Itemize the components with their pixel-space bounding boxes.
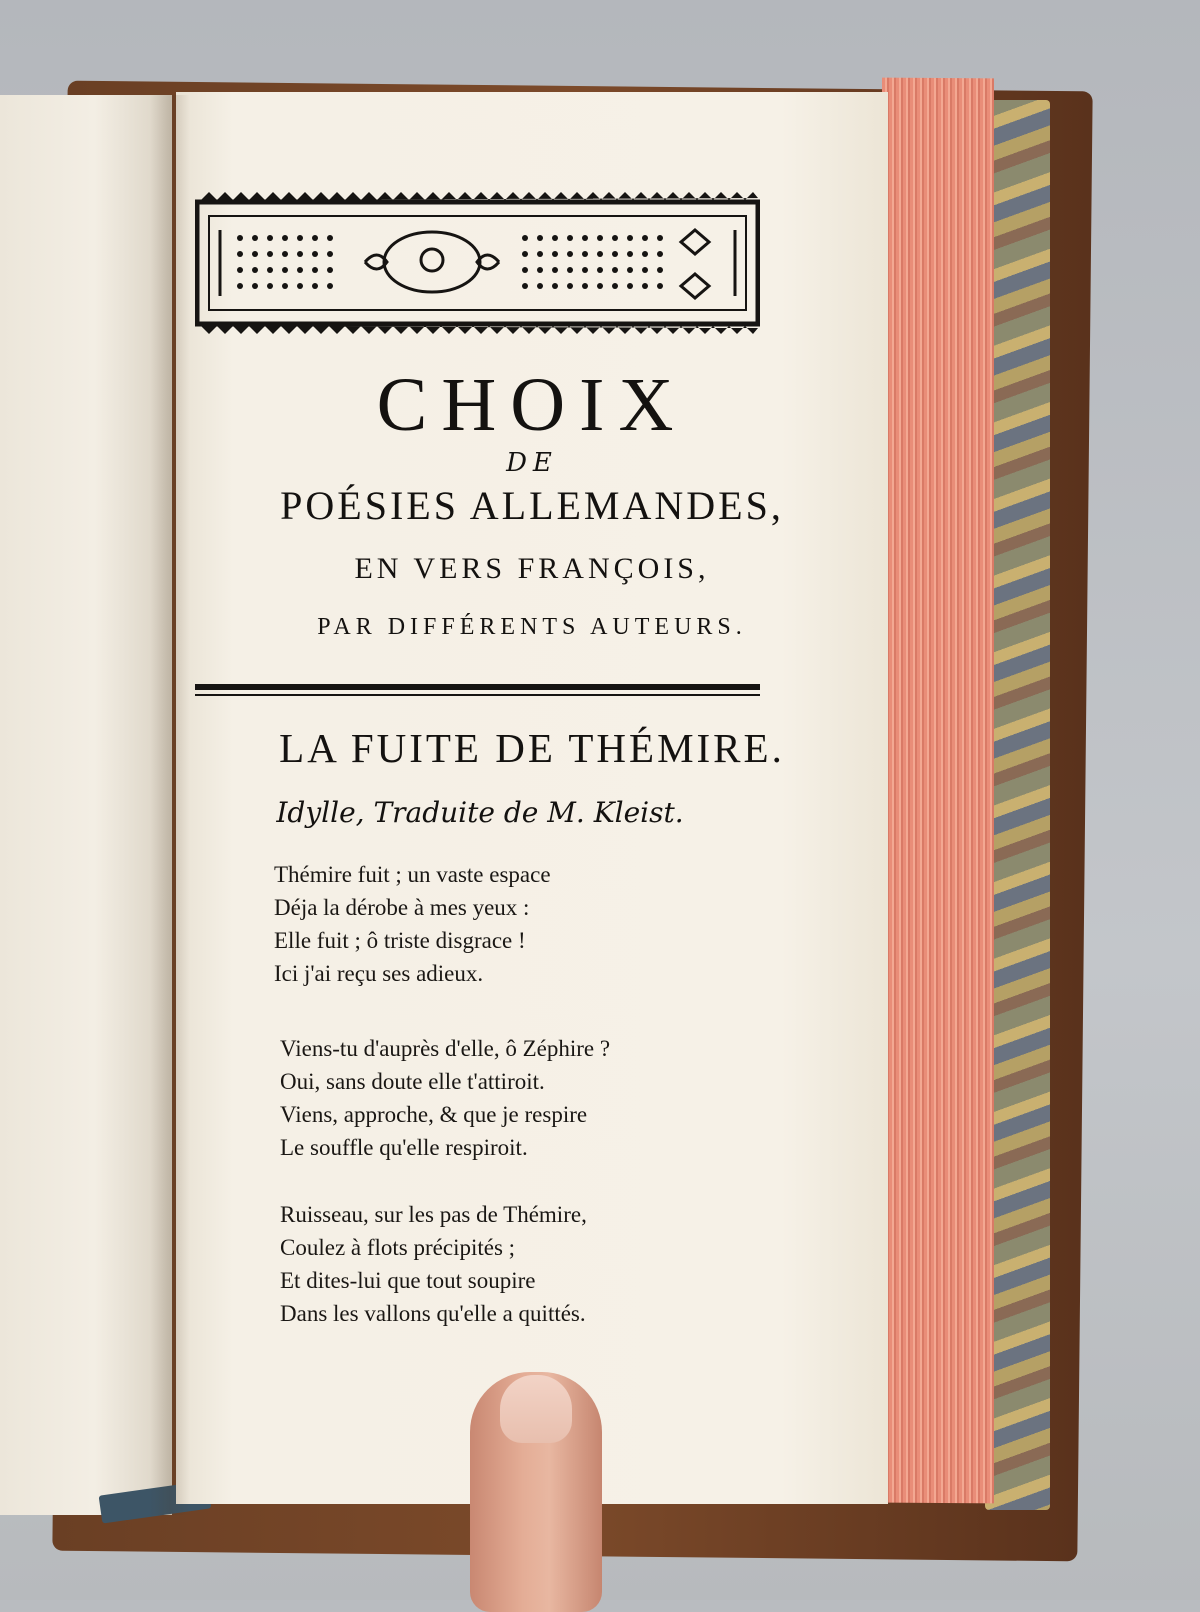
verse-line: Déja la dérobe à mes yeux :	[274, 895, 530, 920]
verse-line: Et dites-lui que tout soupire	[280, 1268, 536, 1293]
verse-line: Oui, sans doute elle t'attiroit.	[280, 1069, 545, 1094]
verse-line: Thémire fuit ; un vaste espace	[274, 862, 551, 887]
book-title: CHOIX	[376, 363, 688, 447]
marbled-endpaper	[985, 100, 1050, 1510]
poem-title: LA FUITE DE THÉMIRE.	[279, 725, 785, 771]
title-auteurs: PAR DIFFÉRENTS AUTEURS.	[317, 614, 747, 640]
verse-line: Elle fuit ; ô triste disgrace !	[274, 928, 526, 953]
red-page-edges	[882, 78, 994, 1504]
title-poesies: POÉSIES ALLEMANDES,	[280, 483, 784, 528]
title-de: DE	[506, 448, 558, 478]
stanza-2	[274, 1032, 714, 1164]
verse-line: Coulez à flots précipités ;	[280, 1235, 516, 1260]
floral-ornament-banner-icon	[195, 190, 760, 335]
poem-subtitle: Idylle, Traduite de M. Kleist.	[276, 796, 684, 829]
thick-rule	[195, 684, 760, 690]
verse-line: Viens, approche, & que je respire	[280, 1102, 588, 1127]
thumbnail	[500, 1375, 572, 1443]
book-gutter	[150, 95, 190, 1515]
verse-line: Le souffle qu'elle respiroit.	[280, 1135, 528, 1160]
title-vers: EN VERS FRANÇOIS,	[354, 552, 710, 585]
verse-line: Viens-tu d'auprès d'elle, ô Zéphire ?	[280, 1036, 611, 1061]
verse-line: Ici j'ai reçu ses adieux.	[274, 961, 484, 986]
left-page	[0, 95, 172, 1515]
stanza-3	[274, 1198, 714, 1330]
verse-line: Ruisseau, sur les pas de Thémire,	[280, 1202, 587, 1227]
verse-line: Dans les vallons qu'elle a quittés.	[280, 1301, 586, 1326]
stanza-1	[274, 858, 714, 990]
thin-rule	[195, 694, 760, 696]
